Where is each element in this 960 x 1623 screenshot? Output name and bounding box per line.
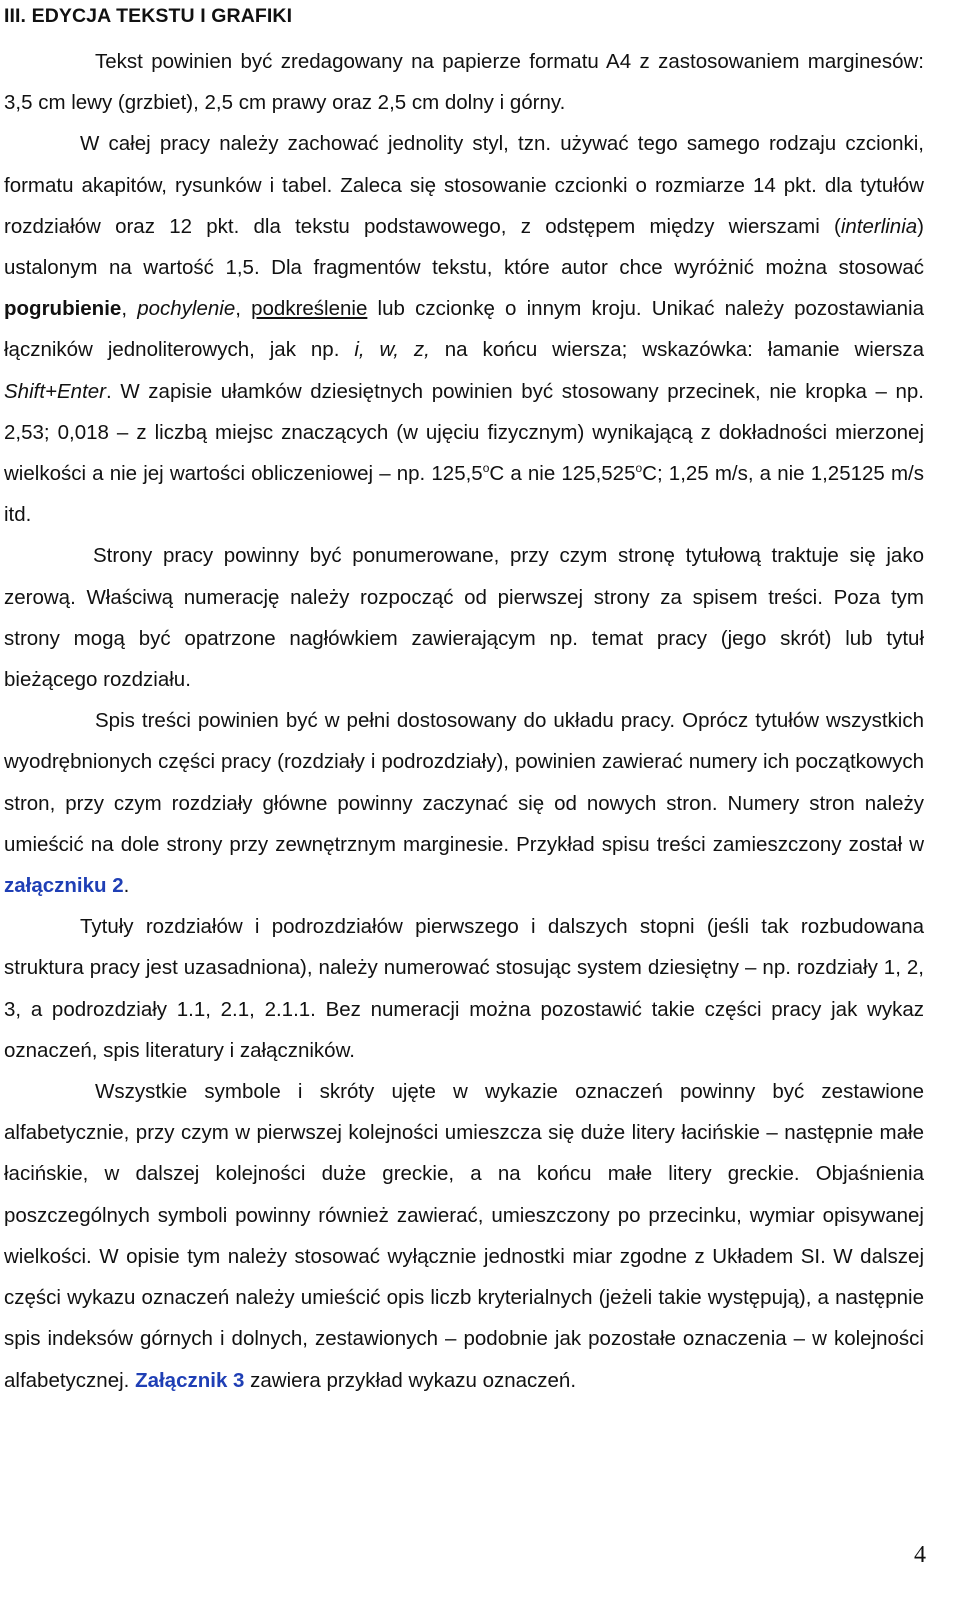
paragraph-style-rules (4, 123, 924, 535)
degree-superscript: o (482, 461, 490, 476)
attachment-2-link[interactable]: załączniku 2 (4, 874, 124, 898)
paragraph-text: Tytuły rozdziałów i podrozdziałów pierwszego i dalszych stopni (jeśli tak rozbudowana struktura pracy jest uzasadniona), należy numerować stosując system dziesiętny – np. rozdziały 1, 2, 3, a podrozdziały 1.1, 2.1, 2.1.1. Bez numeracji można pozostawić takie części pracy jak wykaz oznaczeń, spis literatury i załączników. (4, 915, 924, 1062)
italic-letters: i, w, z, (354, 338, 430, 362)
paragraph-text: lub czcionkę o innym kroju. Unikać należy pozostawiania łączników jednoliterowych, jak np. (4, 297, 924, 362)
attachment-3-link[interactable]: Załącznik 3 (135, 1368, 245, 1392)
paragraph-text: zawiera przykład wykazu oznaczeń. (244, 1368, 577, 1392)
paragraph-symbols (4, 1071, 924, 1401)
bold-term-pogrubienie: pogrubienie (4, 297, 122, 321)
italic-term-interlinia: interlinia (840, 214, 918, 238)
italic-shortcut: Shift+Enter (4, 379, 106, 403)
paragraph-text: W całej pracy należy zachować jednolity styl, tzn. używać tego samego rodzaju czcionki, formatu akapitów, rysunków i tabel. Zaleca się stosowanie czcionki o rozmiarze 14 pkt. dla tytułów rozdziałów oraz 12 pkt. dla tekstu podstawowego, z odstępem między wierszami ( (4, 132, 924, 238)
paragraph-page-numbering (4, 535, 924, 700)
paragraph-text: Strony pracy powinny być ponumerowane, przy czym stronę tytułową traktuje się jako zerową. Właściwą numerację należy rozpocząć od pierwszej strony za spisem treści. Poza tym strony mogą być opatrzone nagłówkiem zawierającym np. temat pracy (jego skrót) lub tytuł bieżącego rozdziału. (4, 544, 924, 692)
document-page (4, 0, 924, 1401)
paragraph-text: na końcu wiersza; wskazówka: łamanie wiersza (429, 338, 924, 362)
paragraph-text: Wszystkie symbole i skróty ujęte w wykazie oznaczeń powinny być zestawione alfabetycznie, przy czym w pierwszej kolejności umieszcza się duże litery łacińskie – następnie małe łacińskie, w dalszej kolejności duże greckie, a na końcu małe litery greckie. Objaśnienia poszczególnych symboli powinny również zawierać, umieszczony po przecinku, wymiar opisywanej wielkości. W opisie tym należy stosować wyłącznie jednostki miar zgodne z Układem SI. W dalszej części wykazu oznaczeń należy umieścić opis liczb kryterialnych (jeżeli takie występują), a następnie spis indeksów górnych i dolnych, zestawionych – podobnie jak pozostałe oznaczenia – w kolejności alfabetycznej. (4, 1080, 924, 1392)
section-heading: III. EDYCJA TEKSTU I GRAFIKI (4, 5, 293, 27)
paragraph-page-format (4, 41, 924, 123)
paragraph-text: C a nie 125,525 (489, 462, 636, 486)
paragraph-table-of-contents (4, 700, 924, 906)
paragraph-text: . (123, 874, 130, 898)
paragraph-text: Spis treści powinien być w pełni dostosowany do układu pracy. Oprócz tytułów wszystkich wyodrębnionych części pracy (rozdziały i podrozdziały), powinien zawierać numery ich początkowych stron, przy czym rozdziały główne powinny zaczynać się od nowych stron. Numery stron należy umieścić na dole strony przy zewnętrznym marginesie. Przykład spisu treści zamieszczony został w (4, 709, 924, 856)
paragraph-text: C; 1,25 m/s, a nie 1,25125 m/s itd. (4, 462, 924, 527)
degree-superscript: o (635, 461, 643, 476)
paragraph-text: , (235, 297, 252, 321)
paragraph-text: ) ustalonym na wartość 1,5. Dla fragmentów tekstu, które autor chce wyróżnić można stosować (4, 214, 924, 280)
underlined-term-podkreslenie: podkreślenie (251, 297, 368, 321)
italic-term-pochylenie: pochylenie (137, 297, 236, 321)
paragraph-text: Tekst powinien być zredagowany na papierze formatu A4 z zastosowaniem marginesów: 3,5 cm lewy (grzbiet), 2,5 cm prawy oraz 2,5 cm dolny i górny. (4, 50, 924, 115)
paragraph-chapter-titles (4, 906, 924, 1071)
paragraph-text: , (121, 297, 138, 321)
page-number: 4 (914, 1542, 926, 1568)
paragraph-text: . W zapisie ułamków dziesiętnych powinien być stosowany przecinek, nie kropka – np. 2,53; 0,018 – z liczbą miejsc znaczących (w ujęciu fizycznym) wynikającą z dokładności mierzonej wielkości a nie jej wartości obliczeniowej – np. 125,5 (4, 379, 924, 486)
